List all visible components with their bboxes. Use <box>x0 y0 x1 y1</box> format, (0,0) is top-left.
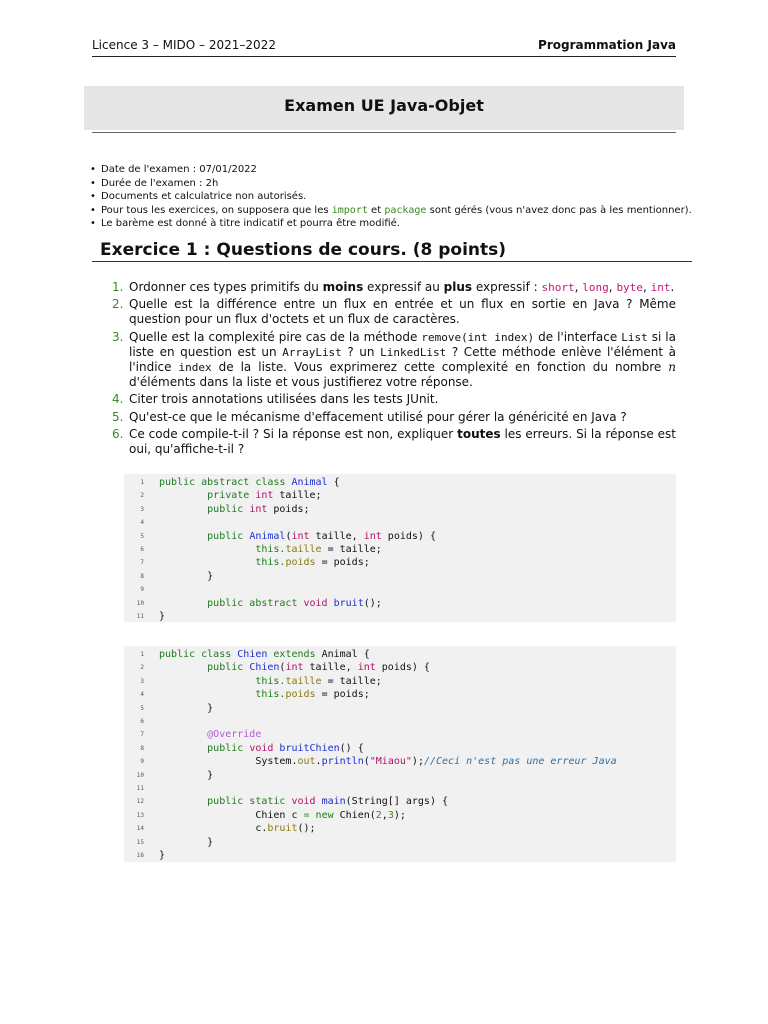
code-line: 12 public static void main(String[] args) { <box>136 796 449 808</box>
code-block-chien <box>124 646 676 862</box>
question-3: 3. Quelle est la complexité pire cas de la méthode remove(int index) de l'interface List si la liste en question est un ArrayList ? un LinkedList ? Cette méthode enlève l'élément à l'indice index de la liste. Vous exprimerez cette complexité en fonction du nombre n d'éléments dans la liste et vous justifierez votre réponse. <box>112 329 676 390</box>
exam-info-list <box>90 163 690 231</box>
question-5: 5. Qu'est-ce que le mécanisme d'effacement utilisé pour gérer la généricité en Java ? <box>112 409 627 424</box>
code-line: 13 Chien c = new Chien(2,3); <box>136 809 406 821</box>
page-title: Examen UE Java-Objet <box>284 96 484 115</box>
info-duration: • Durée de l'examen : 2h <box>90 177 690 191</box>
code-line: 3 this.taille = taille; <box>140 675 382 687</box>
code-line: 11 } <box>136 611 166 622</box>
info-date: • Date de l'examen : 07/01/2022 <box>90 163 690 177</box>
header-divider <box>92 56 676 57</box>
question-4: 4. Citer trois annotations utilisées dans les tests JUnit. <box>112 392 439 407</box>
code-line: 9 <box>140 586 144 594</box>
code-line: 3 public int poids; <box>140 503 310 515</box>
title-box <box>84 86 684 130</box>
code-line: 1 public class Chien extends Animal { <box>140 649 370 660</box>
code-line: 5 public Animal(int taille, int poids) { <box>140 530 436 542</box>
question-6: 6. Ce code compile-t-il ? Si la réponse est non, expliquer toutes les erreurs. Si la réponse est oui, qu'affiche-t-il ? <box>112 426 676 457</box>
code-line: 10 public abstract void bruit(); <box>136 597 382 609</box>
header-course: Licence 3 – MIDO – 2021–2022 <box>92 38 276 52</box>
code-line: 4 <box>140 519 144 527</box>
code-line: 14 c.bruit(); <box>136 823 316 835</box>
code-line: 7 @Override <box>140 729 262 741</box>
exercise-divider <box>92 261 692 262</box>
code-line: 6 <box>140 718 144 725</box>
code-line: 2 private int taille; <box>140 490 322 502</box>
code-line: 6 this.taille = taille; <box>140 544 382 555</box>
code-line: 5 } <box>140 702 214 714</box>
code-line: 7 this.poids = poids; <box>140 557 370 569</box>
code-line: 8 public void bruitChien() { <box>140 742 364 754</box>
code-line: 9 System.out.println("Miaou");//Ceci n'est pas une erreur Java <box>140 756 617 768</box>
code-line: 4 this.poids = poids; <box>140 689 370 701</box>
title-divider <box>92 132 676 133</box>
question-2: 2. Quelle est la différence entre un flux en entrée et un flux en sortie en Java ? Même question pour un flux d'octets et un flux de caractères. <box>112 297 676 327</box>
info-imports: • Pour tous les exercices, on supposera que les import et package sont gérés (vous n'avez donc pas à les mentionner). <box>90 204 690 218</box>
code-line: 8 } <box>140 570 214 582</box>
question-list <box>112 280 676 459</box>
code-line: 2 public Chien(int taille, int poids) { <box>140 662 430 674</box>
code-block-animal <box>124 474 676 622</box>
code-line: 16 } <box>136 850 166 861</box>
info-bareme: • Le barème est donné à titre indicatif et pourra être modifié. <box>90 217 690 231</box>
page-header <box>92 38 676 56</box>
code-line: 15 } <box>136 836 214 848</box>
code-line: 1 public abstract class Animal { <box>140 477 340 488</box>
info-documents: • Documents et calculatrice non autorisés. <box>90 190 690 204</box>
code-line: 11 <box>136 785 144 792</box>
code-line: 10 } <box>136 769 214 781</box>
exercise-title: Exercice 1 : Questions de cours. (8 points) <box>100 240 507 260</box>
question-1: 1. Ordonner ces types primitifs du moins expressif au plus expressif : short, long, byte, int. <box>112 280 675 294</box>
header-subject: Programmation Java <box>538 38 676 52</box>
